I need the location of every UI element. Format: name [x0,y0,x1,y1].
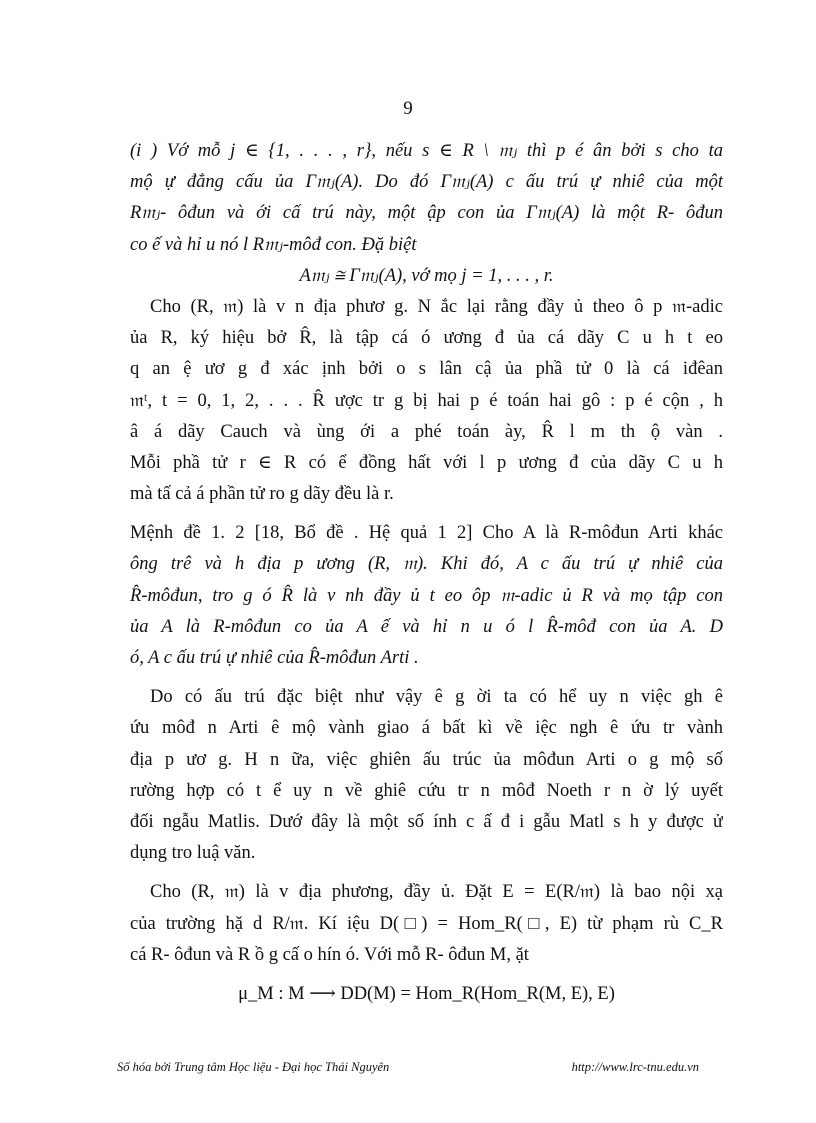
text-line: R𝔪ⱼ- ôđun và ới cấ trú này, một ập con ủa Γ𝔪ⱼ(A) là một R- ôđun [130,203,723,224]
text-line: rường hợp có t ể uy n về ghiê cứu tr n môđ Noeth r n ờ lý uyết [130,780,723,801]
text-line: Cho (R, 𝔪) là v địa phương, đầy ủ. Đặt E = E(R/𝔪) là bao nội xạ [150,882,723,903]
text-line: Cho (R, 𝔪) là v n địa phươ g. N ắc lại rằng đầy ủ theo ô p 𝔪-adic [150,296,723,317]
paragraph-gap [130,674,723,682]
paragraph-gap [130,510,723,518]
text-line: â á dãy Cauch và ùng ới a phé toán ày, R̂ l m th ộ vàn . [130,421,723,442]
text-line: đối ngẫu Matlis. Dướ đây là một số ính c ấ đ i gẫu Matl s h y được ử [130,811,723,832]
text-line: Mệnh đề 1. 2 [18, Bổ đề . Hệ quả 1 2] Cho A là R-môđun Arti khác [130,523,723,544]
display-formula: A𝔪ⱼ ≅ Γ𝔪ⱼ(A), vớ mọ j = 1, . . . , r. [299,265,554,286]
text-line: (i ) Vớ mỗ j ∈ {1, . . . , r}, nếu s ∈ R \ 𝔪ⱼ thì p é ân bởi s cho ta [130,141,723,161]
footer-source: Số hóa bởi Trung tâm Học liệu - Đại học Thái Nguyên [117,1060,390,1074]
text-line: dụng tro luậ văn. [130,843,256,864]
text-line: ủa A là R-môđun co ủa A ế và hỉ n u ó l R̂-môđ con ủa A. D [130,616,723,637]
text-line: ông trê và h địa p ương (R, 𝔪). Khi đó, A c ấu trú ự nhiê của [130,554,723,575]
text-line: co ế và hỉ u nó l R𝔪ⱼ-môđ con. Đặ biệt [130,234,417,255]
text-line: của trường hặ d R/𝔪. Kí iệu D(□) = Hom_R(□, E) từ phạm rù C_R [130,913,723,934]
display-formula: μ_M : M ⟶ DD(M) = Hom_R(Hom_R(M, E), E) [238,983,615,1004]
text-line: Mỗi phầ tử r ∈ R có ể đồng hất với l p ương đ của dãy C u h [130,452,723,473]
text-line: mà tấ cả á phần tử ro g dãy đều là r. [130,484,394,505]
text-line: Do có ấu trú đặc biệt như vậy ê g ời ta có hể uy n việc gh ê [150,687,723,708]
paragraph-gap [130,971,723,979]
text-line: ó, A c ấu trú ự nhiê của R̂-môđun Arti . [130,648,419,668]
text-line: địa p ươ g. H n ữa, việc ghiên ấu trúc ủa môđun Arti o g mộ số [130,749,723,770]
text-line: ủa R, ký hiệu bở R̂, là tập cá ó ương đ ủa cá dãy C u h t eo [130,328,723,349]
page-number: 9 [403,98,413,119]
text-line: mộ ự đẳng cấu ủa Γ𝔪ⱼ(A). Do đó Γ𝔪ⱼ(A) c ấu trú ự nhiê của một [130,172,723,193]
text-line: ứu môđ n Arti ê mộ vành giao á bất kì về iệc ngh ê ứu tr vành [130,718,723,739]
text-line: cá R- ôđun và R ồ g cấ o hín ó. Với mỗ R- ôđun M, ặt [130,944,529,965]
text-line: 𝔪ᵗ, t = 0, 1, 2, . . . R̂ ược tr g bị hai p é toán hai gô : p é cộn , h [130,390,723,411]
paragraph-gap [130,869,723,877]
text-line: q an ệ ươ g đ xác ịnh bởi o s lân cậ ủa phầ tử 0 là cá iđêan [130,359,723,380]
footer-url: http://www.lrc-tnu.edu.vn [571,1060,699,1074]
text-line: R̂-môđun, tro g ó R̂ là v nh đầy ủ t eo ôp 𝔪-adic ủ R và mọ tập con [130,585,723,606]
body-text [130,136,723,1010]
